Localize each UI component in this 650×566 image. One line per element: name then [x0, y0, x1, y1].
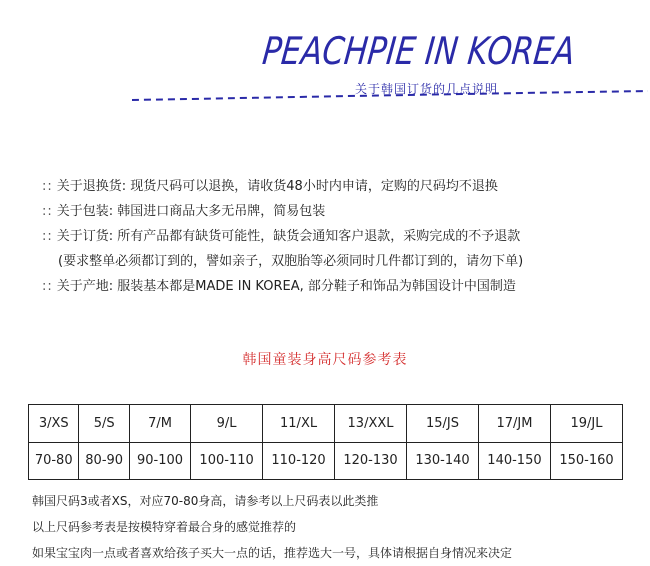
- height-cell: 90-100: [129, 442, 190, 480]
- note-text: (要求整单必须都订到的，譬如亲子，双胞胎等必须同时几件都订到的，请勿下单): [58, 254, 524, 269]
- dashed-divider: [130, 88, 650, 104]
- size-cell: 15/JS: [407, 405, 479, 443]
- height-cell: 140-150: [478, 442, 550, 480]
- note-packaging: [42, 199, 523, 224]
- size-cell: 19/JL: [550, 405, 622, 443]
- height-cell: 80-90: [79, 442, 129, 480]
- note-marker: ::: [42, 179, 53, 194]
- order-notes: [42, 174, 523, 299]
- note-marker: ::: [42, 229, 53, 244]
- height-cell: 110-120: [263, 442, 335, 480]
- size-note-line: 如果宝宝肉一点或者喜欢给孩子买大一点的话，推荐选大一号，具体请根据自身情况来决定: [32, 546, 513, 560]
- size-notes: [32, 488, 512, 566]
- note-marker: ::: [42, 279, 53, 294]
- size-cell: 7/M: [129, 405, 190, 443]
- height-cell: 120-130: [335, 442, 407, 480]
- note-ordering: [42, 224, 523, 249]
- size-cell: 9/L: [191, 405, 263, 443]
- note-text: 关于退换货: 现货尺码可以退换，请收货48小时内申请，定购的尺码均不退换: [56, 179, 498, 194]
- size-cell: 13/XXL: [335, 405, 407, 443]
- size-row: [29, 405, 623, 443]
- height-cell: 130-140: [407, 442, 479, 480]
- size-cell: 5/S: [79, 405, 129, 443]
- size-note-line: 以上尺码参考表是按模特穿着最合身的感觉推荐的: [32, 520, 297, 534]
- brand-logo: [260, 20, 646, 76]
- size-cell: 17/JM: [478, 405, 550, 443]
- height-cell: 100-110: [191, 442, 263, 480]
- size-cell: 11/XL: [263, 405, 335, 443]
- size-table: [28, 404, 623, 480]
- size-note-line: 韩国尺码3或者XS，对应70-80身高，请参考以上尺码表以此类推: [32, 494, 379, 508]
- note-returns: [42, 174, 523, 199]
- size-cell: 3/XS: [29, 405, 79, 443]
- note-text: 关于产地: 服装基本都是MADE IN KOREA, 部分鞋子和饰品为韩国设计中国制造: [56, 279, 516, 294]
- size-table-title: 韩国童装身高尺码参考表: [242, 352, 408, 368]
- note-ordering-detail: [42, 249, 523, 274]
- logo-text: PEACHPIE IN KOREA: [260, 29, 646, 73]
- note-text: 关于包装: 韩国进口商品大多无吊牌，简易包装: [56, 204, 326, 219]
- note-text: 关于订货: 所有产品都有缺货可能性，缺货会通知客户退款，采购完成的不予退款: [56, 229, 521, 244]
- page-subtitle: 关于韩国订货的几点说明: [355, 82, 499, 96]
- height-row: [29, 442, 623, 480]
- height-cell: 150-160: [550, 442, 622, 480]
- note-origin: [42, 274, 523, 299]
- height-cell: 70-80: [29, 442, 79, 480]
- note-marker: ::: [42, 204, 53, 219]
